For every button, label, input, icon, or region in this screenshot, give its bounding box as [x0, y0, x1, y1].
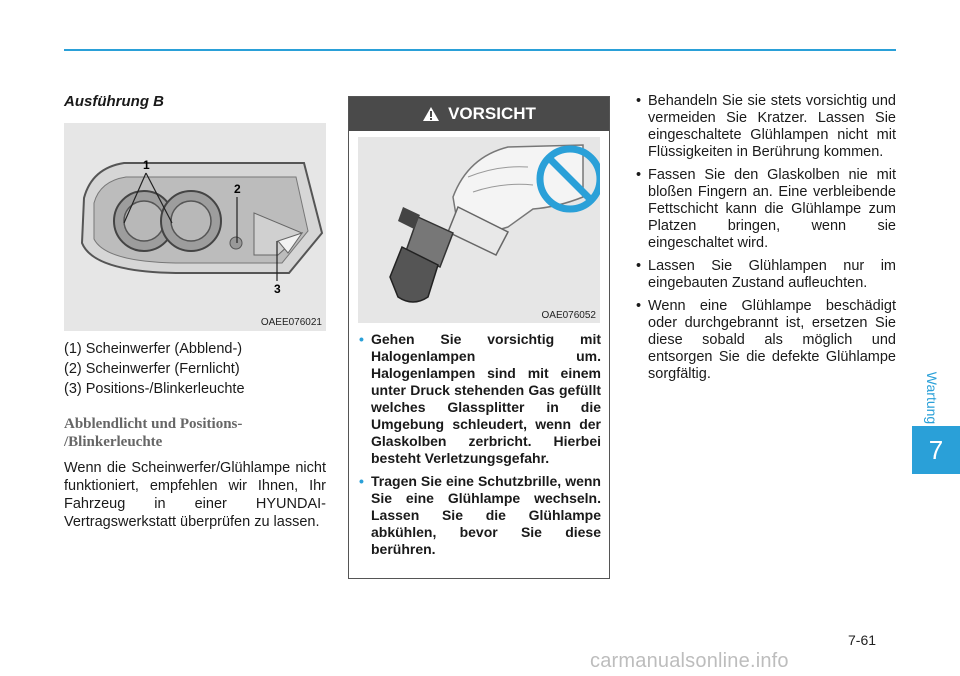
list-item: [634, 167, 896, 252]
bullet-icon: •: [636, 258, 642, 274]
list-item-text: Fassen Sie den Glaskolben nie mit bloßen Fingern an. Eine verbleibende Fettschicht kann die Glühlampe zum Platzen bringen, wenn sie eingeschaltet wird.: [648, 167, 896, 251]
caution-box: [348, 96, 610, 579]
bullet-icon: •: [636, 167, 642, 183]
caution-header: [349, 97, 609, 131]
body-paragraph: Wenn die Scheinwerfer/Glühlampe nicht funktioniert, empfehlen wir Ihnen, Ihr Fahrzeug in einer HYUNDAI-Vertragswerkstatt überprüfen zu lassen.: [64, 460, 326, 530]
callout-3: 3: [274, 282, 281, 296]
bullet-icon: •: [359, 331, 364, 347]
chapter-label-text: Wartung: [924, 371, 940, 425]
bulb-handling-illustration: [358, 137, 600, 323]
list-item-text: Lassen Sie Glühlampen nur im eingebauten Zustand aufleuchten.: [648, 258, 896, 291]
subheading-line: Abblendlicht und Positions-: [64, 416, 243, 432]
caution-item: [359, 473, 601, 558]
bullet-icon: •: [636, 93, 642, 109]
headlamp-figure: [64, 123, 326, 331]
list-item-text: Behandeln Sie sie stets vorsichtig und vermeiden Sie Kratzer. Lassen Sie eingeschaltete Glühlampen nicht mit Flüssigkeiten in Berührung kommen.: [648, 93, 896, 160]
headlamp-illustration: [64, 123, 326, 331]
precaution-list: [634, 93, 896, 383]
list-item: [634, 258, 896, 292]
watermark: carmanualsonline.info: [590, 650, 789, 672]
chapter-label: [918, 368, 946, 428]
caution-list: [359, 331, 601, 558]
page-number: 7-61: [848, 632, 877, 648]
warning-triangle-icon: [422, 106, 440, 122]
caution-item-text: Tragen Sie eine Schutzbrille, wenn Sie eine Glühlampe wechseln. Lassen Sie die Glühlampe abkühlen, bevor Sie diese berühren.: [371, 473, 601, 557]
subheading-line: /Blinkerleuchte: [64, 434, 163, 450]
left-column: [64, 93, 326, 531]
header-rule: [64, 49, 896, 51]
chapter-tab: 7: [912, 426, 960, 474]
list-item-text: Wenn eine Glühlampe beschädigt oder durchgebrannt ist, ersetzen Sie diese sobald als möglich und entsorgen Sie die defekte Glühlampe sorgfältig.: [648, 298, 896, 382]
caution-item: [359, 331, 601, 467]
section-title: Ausführung B: [64, 93, 164, 110]
bullet-icon: •: [636, 298, 642, 314]
caution-item-text: Gehen Sie vorsichtig mit Halogenlampen um. Halogenlampen sind mit einem unter Druck stehenden Gas gefüllt welches Glassplitter in die Umgebung schleudert, wenn der Glaskolben zerbricht. Hierbei besteht Verletzungsgefahr.: [371, 331, 601, 466]
caution-title: VORSICHT: [448, 104, 536, 123]
list-item: [634, 298, 896, 383]
subheading: [64, 415, 326, 451]
bullet-icon: •: [359, 473, 364, 489]
legend-item: (1) Scheinwerfer (Abblend-): [64, 341, 243, 357]
figure-code: OAEE076021: [260, 317, 322, 328]
list-item: [634, 93, 896, 161]
figure-legend: [64, 339, 326, 399]
legend-item: (2) Scheinwerfer (Fernlicht): [64, 361, 240, 377]
callout-1: 1: [143, 158, 150, 172]
callout-2: 2: [234, 182, 241, 196]
right-column: [634, 93, 896, 389]
figure-code: OAE076052: [541, 310, 596, 321]
halogen-bulb-figure: [358, 137, 600, 323]
legend-item: (3) Positions-/Blinkerleuchte: [64, 381, 245, 397]
